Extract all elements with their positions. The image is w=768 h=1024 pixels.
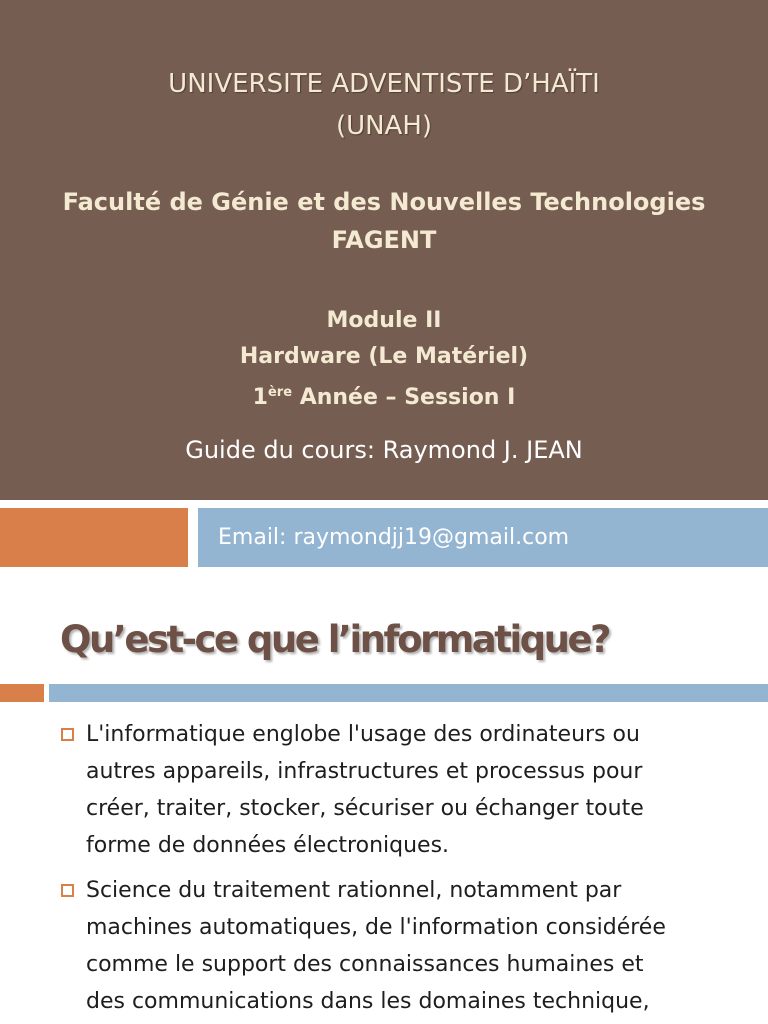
year-session xyxy=(0,378,768,413)
cover-slide xyxy=(0,0,768,500)
university-abbreviation: (UNAH) xyxy=(335,111,433,141)
title-underline-orange xyxy=(0,684,44,702)
course-guide: Guide du cours: Raymond J. JEAN xyxy=(185,436,583,464)
slide-title: Qu’est-ce que l’informatique? xyxy=(60,618,610,661)
year-rest: Année – Session I xyxy=(292,385,516,410)
year-number: 1 xyxy=(252,385,268,410)
square-bullet-icon xyxy=(61,884,74,897)
faculty-abbreviation: FAGENT xyxy=(331,226,437,254)
university-name: UNIVERSITE ADVENTISTE D’HAÏTI xyxy=(168,69,600,99)
bullet-text: L'informatique englobe l'usage des ordinateurs ou autres appareils, infrastructures et processus pour créer, traiter, stocker, sécuriser ou échanger toute forme de données électroniques. xyxy=(86,722,644,858)
email-band: Email: raymondjj19@gmail.com xyxy=(198,508,768,567)
bullet-text: Science du traitement rationnel, notamment par machines automatiques, de l'information considérée comme le support des connaissances humaines et des communications dans les domaines technique, xyxy=(86,878,666,1014)
title-underline-blue xyxy=(49,684,768,702)
year-superscript: ère xyxy=(267,385,293,400)
faculty-name: Faculté de Génie et des Nouvelles Technologies xyxy=(62,188,706,216)
module-label: Module II xyxy=(326,308,442,333)
course-name: Hardware (Le Matériel) xyxy=(239,344,529,369)
orange-accent-block xyxy=(0,508,188,567)
square-bullet-icon xyxy=(61,728,74,741)
